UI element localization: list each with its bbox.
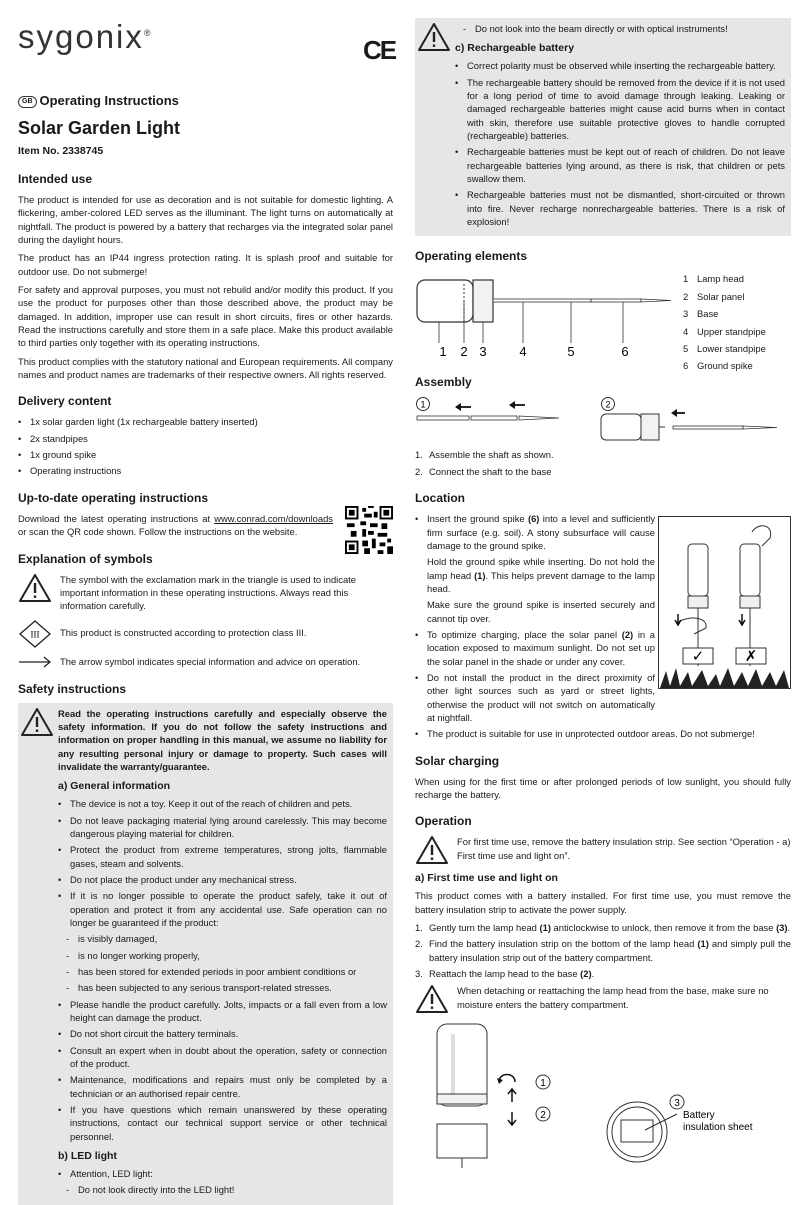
intended-use-para: For safety and approval purposes, you must not rebuild and/or modify this product. If you use the product for purposes other than those described above, the product may be damaged. In addition, improper use can result in short circuits, fires or other hazards. Read the instructions carefully and store them in a safe place. Make this product available to third parties only together with its operating instructions.	[18, 284, 393, 349]
page-title: Solar Garden Light	[18, 118, 181, 139]
intended-use-heading: Intended use	[18, 171, 93, 186]
safety-intro: Read the operating instructions carefully and especially observe the safety information. If you do not follow the safety instructions and information on proper handling in this manual, we assume no liability for any resulting personal injury or damage to property. Such cases will invalidate the warranty/guarantee.	[58, 707, 387, 772]
warning-triangle-icon	[415, 984, 449, 1014]
svg-text:3: 3	[674, 1098, 680, 1110]
list-item: • Operating instructions	[18, 464, 393, 477]
left-column	[18, 0, 396, 1205]
list-item: • Insert the ground spike (6) into a level and sufficiently firm surface (e.g. soil). A stony subsurface will cause damage to the ground spike.	[415, 512, 655, 552]
intended-use-para: The product has an IP44 ingress protection rating. It is splash proof and suitable for outdoor use. Do not submerge!	[18, 252, 393, 277]
list-item: • Protect the product from extreme temperatures, strong jolts, flammable gases, steam and solvents.	[58, 843, 387, 870]
warning-triangle-icon	[20, 707, 54, 737]
assembly-steps	[415, 448, 791, 478]
general-info-heading: a) General information	[58, 780, 171, 793]
list-item: • If it is no longer possible to operate the product safely, take it out of operation and protect it from any accidental use. Safe operation can no longer be guaranteed if the product:	[58, 889, 387, 929]
led-list	[58, 1167, 387, 1197]
first-use-figure	[415, 1020, 791, 1170]
list-item: 1. Gently turn the lamp head (1) anticlockwise to unlock, then remove it from the base (3).	[415, 922, 791, 933]
svg-text:1: 1	[420, 399, 426, 410]
list-item: - has been stored for extended periods in poor ambient conditions or	[58, 965, 387, 978]
safety-heading: Safety instructions	[18, 681, 127, 696]
symbols-heading: Explanation of symbols	[18, 551, 153, 566]
delivery-heading: Delivery content	[18, 394, 112, 409]
list-item: • Rechargeable batteries must be kept out of reach of children. Do not leave rechargeable batteries lying around, as there is risk, that children or pets swallow them.	[455, 145, 785, 185]
list-item: - is no longer working properly,	[58, 949, 387, 962]
moisture-note: When detaching or reattaching the lamp head from the base, make sure no moisture enters the battery compartment.	[415, 984, 791, 1014]
list-item: 3. Reattach the lamp head to the base (2).	[415, 968, 595, 980]
battery-label: insulation sheet	[683, 1122, 753, 1134]
uptodate-text: Download the latest operating instructions at www.conrad.com/downloads or scan the QR code shown. Follow the instructions on the website.	[18, 512, 333, 538]
legend-item: 3 Base	[683, 308, 719, 320]
warning-triangle-icon	[415, 835, 449, 865]
list-item: • Please handle the product carefully. Jolts, impacts or a fall even from a low height can damage the product.	[58, 998, 387, 1025]
assembly-heading: Assembly	[415, 375, 472, 390]
list-item: • Do not place the product under any mechanical stress.	[58, 873, 387, 886]
part-number: 3	[479, 344, 487, 360]
qr-code-icon[interactable]	[345, 506, 393, 554]
operating-instructions-label: GB Operating Instructions	[18, 92, 393, 110]
list-item: • Maintenance, modifications and repairs must only be completed by a technician or an authorised repair centre.	[58, 1073, 387, 1100]
list-item: • Do not short circuit the battery terminals.	[58, 1027, 387, 1040]
symbol-row: III This product is constructed according to protection class III.	[18, 619, 393, 649]
warning-triangle-icon	[417, 22, 451, 52]
battery-list	[455, 59, 785, 228]
safety-box	[18, 703, 393, 1205]
battery-heading: c) Rechargeable battery	[455, 42, 575, 55]
location-section	[415, 512, 791, 741]
general-info-list	[58, 797, 387, 1143]
symbol-row: The arrow symbol indicates special information and advice on operation.	[18, 655, 393, 669]
uptodate-heading: Up-to-date operating instructions	[18, 490, 208, 505]
delivery-list	[18, 415, 393, 477]
first-use-text: This product comes with a battery installed. For first time use, you must remove the battery insulation strip to activate the power supply.	[415, 890, 791, 915]
list-item: 2. Find the battery insulation strip on the bottom of the lamp head (1) and simply pull the battery insulation strip out of the battery compartment.	[415, 938, 791, 963]
list-item: • 2x standpipes	[18, 432, 393, 445]
ok-mark: ✓	[691, 648, 705, 666]
led-heading: b) LED light	[58, 1150, 117, 1163]
list-item: • The rechargeable battery should be removed from the device if it is not used for a long period of time to avoid damage through leaking. Leaking or damaged rechargeable batteries might cause acid burns when in contact with skin, therefore use suitable protective gloves to handle corrupted (rechargeable) batteries.	[455, 76, 785, 143]
list-item: • Consult an expert when in doubt about the operation, safety or connection of the product.	[58, 1044, 387, 1071]
list-item: • Correct polarity must be observed while inserting the rechargeable battery.	[455, 59, 785, 72]
part-number: 4	[519, 344, 527, 360]
svg-text:1: 1	[540, 1078, 546, 1090]
list-item: • To optimize charging, place the solar panel (2) in a location exposed to maximum sunlight. Do not set up the solar panel in the shade or under any cover.	[415, 628, 655, 668]
list-item: - has been subjected to any serious transport-related stresses.	[58, 981, 387, 994]
brand-logo: sygonix®	[18, 18, 153, 55]
led-list-continued	[455, 22, 785, 35]
list-item: 1. Assemble the shaft as shown.	[415, 449, 554, 461]
ce-mark: CE	[363, 35, 396, 65]
right-column	[415, 0, 791, 1170]
operating-elements-figure	[415, 270, 791, 372]
svg-text:2: 2	[605, 399, 611, 410]
list-item: - Do not look into the beam directly or with optical instruments!	[455, 22, 785, 35]
part-number: 2	[460, 344, 468, 360]
symbol-row: The symbol with the exclamation mark in the triangle is used to indicate important information in these operating instructions. Always read this information carefully.	[18, 573, 393, 613]
part-number: 5	[567, 344, 575, 360]
arrow-right-icon	[18, 655, 52, 669]
list-item: • 1x ground spike	[18, 448, 393, 461]
safety-box-continued	[415, 18, 791, 236]
list-item: • Attention, LED light:	[58, 1167, 387, 1180]
operating-elements-heading: Operating elements	[415, 249, 528, 264]
operation-note: For first time use, remove the battery insulation strip. See section “Operation - a) First time use and light on”.	[415, 835, 791, 865]
legend-item: 1 Lamp head	[683, 273, 744, 285]
list-item: - Do not look directly into the LED light!	[58, 1183, 387, 1196]
not-ok-mark: ✗	[744, 648, 758, 666]
list-item: • The device is not a toy. Keep it out of the reach of children and pets.	[58, 797, 387, 810]
list-item: • The product is suitable for use in unprotected outdoor areas. Do not submerge!	[415, 727, 791, 740]
first-use-heading: a) First time use and light on	[415, 872, 558, 885]
solar-text: When using for the first time or after prolonged periods of low sunlight, you should fully recharge the battery.	[415, 775, 791, 801]
legend-item: 5 Lower standpipe	[683, 343, 766, 355]
parts-legend	[683, 270, 766, 374]
location-illustration	[658, 516, 791, 689]
list-item: • If you have questions which remain unanswered by these operating instructions, contact our technical support service or other technical personnel.	[58, 1103, 387, 1143]
download-link[interactable]: www.conrad.com/downloads	[214, 512, 333, 524]
assembly-diagram	[415, 396, 791, 442]
lamp-parts-diagram	[415, 270, 675, 362]
legend-item: 6 Ground spike	[683, 360, 753, 372]
legend-item: 2 Solar panel	[683, 290, 745, 302]
battery-label: Battery	[683, 1110, 715, 1122]
legend-item: 4 Upper standpipe	[683, 325, 766, 337]
list-item: • Do not install the product in the direct proximity of other light sources such as yard or street lights, otherwise the product will not switch on automatically at nightfall.	[415, 671, 655, 724]
list-item: • Rechargeable batteries must not be dismantled, short-circuited or thrown into fire. Never recharge nonrechargeable batteries. There is a risk of explosion!	[455, 188, 785, 228]
warning-triangle-icon	[18, 573, 52, 603]
location-heading: Location	[415, 491, 465, 506]
svg-text:2: 2	[540, 1110, 546, 1122]
solar-heading: Solar charging	[415, 753, 500, 768]
list-item: • Do not leave packaging material lying around carelessly. This may become dangerous playing material for children.	[58, 814, 387, 841]
uptodate-section	[18, 490, 393, 539]
list-item: • 1x solar garden light (1x rechargeable battery inserted)	[18, 415, 393, 428]
intended-use-para: This product complies with the statutory national and European requirements. All company names and product names are trademarks of their respective owners. All rights reserved.	[18, 355, 393, 381]
list-item: - is visibly damaged,	[58, 932, 387, 945]
intended-use-para: The product is intended for use as decoration and is not suitable for domestic lighting. A flickering, amber-colored LED serves as the illuminant. The light turns on automatically at nightfall. The product is powered by a battery that recharges via the integrated solar panel during the daylight hours.	[18, 193, 393, 245]
svg-text:III: III	[30, 629, 40, 640]
list-item: Hold the ground spike while inserting. Do not hold the lamp head (1). This helps prevent damage to the lamp head.	[427, 556, 655, 594]
part-number: 1	[439, 344, 447, 360]
list-item: 2. Connect the shaft to the base	[415, 465, 552, 477]
operation-heading: Operation	[415, 814, 472, 829]
protection-class-iii-icon	[18, 619, 52, 649]
item-number: Item No. 2338745	[18, 145, 104, 157]
gb-flag-badge: GB	[18, 96, 37, 108]
part-number: 6	[621, 344, 629, 360]
first-use-steps	[415, 921, 791, 980]
list-item: Make sure the ground spike is inserted securely and cannot tip over.	[427, 599, 655, 624]
